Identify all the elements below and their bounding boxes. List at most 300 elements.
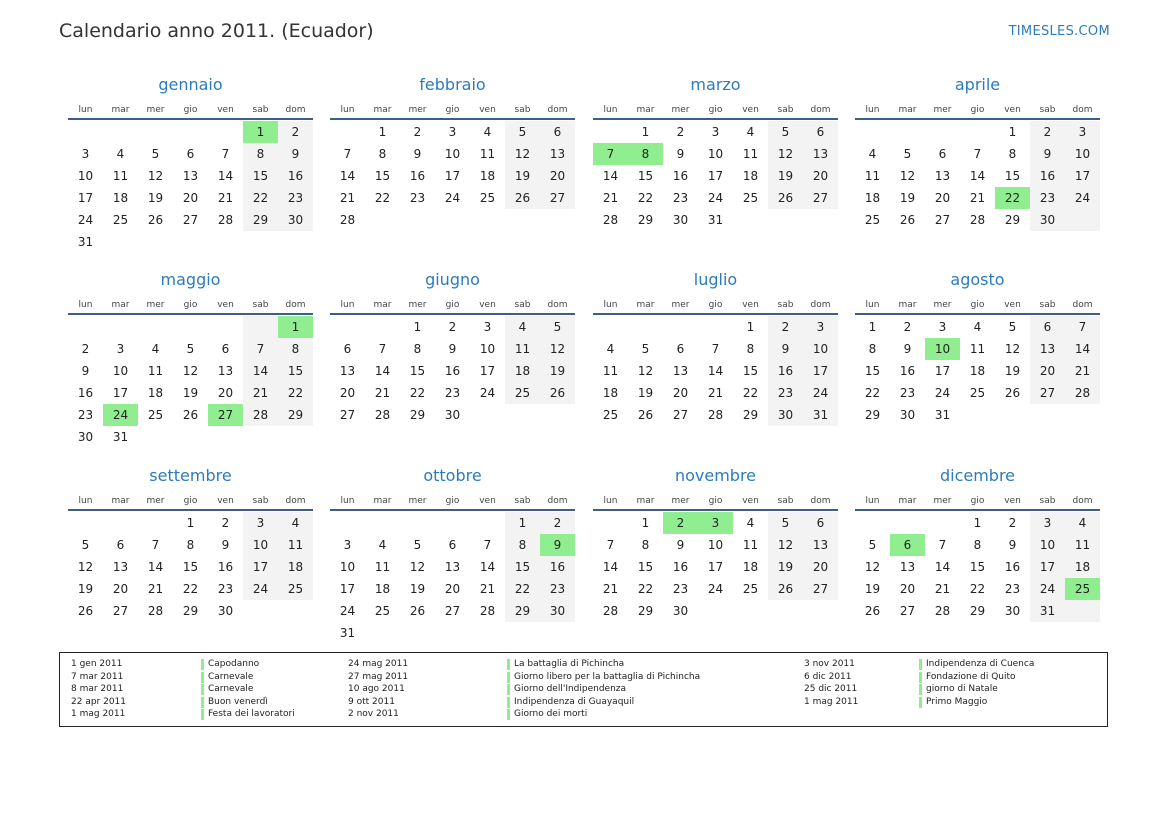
calendar-day: 2 <box>291 125 300 139</box>
calendar-day: 6 <box>816 125 825 139</box>
calendar-day: 4 <box>378 538 387 552</box>
holiday-day: 27 <box>208 404 243 426</box>
calendar-day: 21 <box>217 191 234 205</box>
legend-marker <box>201 684 204 695</box>
calendar-day: 26 <box>1004 386 1021 400</box>
calendar-day: 8 <box>973 538 982 552</box>
calendar-day: 5 <box>641 342 650 356</box>
calendar-day: 15 <box>1004 169 1021 183</box>
calendar-day: 15 <box>182 560 199 574</box>
weekday-header: ven <box>217 105 234 115</box>
weekday-header: mar <box>373 496 392 506</box>
header-rule <box>855 313 1100 315</box>
brand-link[interactable]: TIMESLES.COM <box>1008 24 1110 39</box>
calendar-day: 6 <box>343 342 352 356</box>
weekday-header: sab <box>252 105 269 115</box>
calendar-day: 14 <box>602 169 619 183</box>
calendar-day: 19 <box>147 191 164 205</box>
calendar-day: 20 <box>899 582 916 596</box>
calendar-day: 4 <box>116 147 125 161</box>
calendar-day: 27 <box>1039 386 1056 400</box>
calendar-day: 7 <box>151 538 160 552</box>
calendar-day: 28 <box>707 408 724 422</box>
calendar-day: 10 <box>707 147 724 161</box>
weekday-header: mer <box>408 105 427 115</box>
calendar-day: 13 <box>934 169 951 183</box>
weekday-header: mer <box>408 300 427 310</box>
calendar-day: 18 <box>287 560 304 574</box>
calendar-day: 10 <box>479 342 496 356</box>
calendar-day: 23 <box>899 386 916 400</box>
weekday-header: mer <box>146 300 165 310</box>
calendar-day: 6 <box>676 342 685 356</box>
calendar-day: 30 <box>549 604 566 618</box>
calendar-day: 24 <box>77 213 94 227</box>
page-title: Calendario anno 2011. (Ecuador) <box>59 20 374 42</box>
calendar-day: 28 <box>147 604 164 618</box>
calendar-day: 22 <box>374 191 391 205</box>
calendar-day: 26 <box>147 213 164 227</box>
calendar-day: 17 <box>707 169 724 183</box>
calendar-day: 11 <box>112 169 129 183</box>
calendar-day: 1 <box>746 320 755 334</box>
weekday-header: mer <box>933 105 952 115</box>
weekday-header: dom <box>285 300 306 310</box>
calendar-day: 16 <box>549 560 566 574</box>
calendar-day: 23 <box>672 582 689 596</box>
months-grid <box>68 75 1102 655</box>
calendar-day: 4 <box>606 342 615 356</box>
legend-holiday-name: Buon venerdì <box>208 696 268 707</box>
calendar-day: 6 <box>221 342 230 356</box>
calendar-day: 26 <box>182 408 199 422</box>
calendar-day: 8 <box>518 538 527 552</box>
weekday-header: mar <box>898 300 917 310</box>
calendar-day: 9 <box>1008 538 1017 552</box>
calendar-day: 30 <box>1004 604 1021 618</box>
calendar-day: 9 <box>1043 147 1052 161</box>
calendar-day: 16 <box>409 169 426 183</box>
month-title: dicembre <box>939 466 1016 485</box>
calendar-day: 23 <box>287 191 304 205</box>
calendar-day: 23 <box>409 191 426 205</box>
calendar-day: 3 <box>256 516 265 530</box>
calendar-day: 4 <box>746 516 755 530</box>
weekday-header: mer <box>408 496 427 506</box>
weekday-header: gio <box>445 496 460 506</box>
header-rule <box>593 118 838 120</box>
calendar-day: 8 <box>256 147 265 161</box>
calendar-day: 25 <box>147 408 164 422</box>
calendar-day: 7 <box>938 538 947 552</box>
calendar-day: 15 <box>637 560 654 574</box>
calendar-day: 6 <box>553 125 562 139</box>
calendar-day: 31 <box>339 626 356 640</box>
weekday-header: sab <box>514 496 531 506</box>
calendar-day: 17 <box>934 364 951 378</box>
calendar-day: 15 <box>374 169 391 183</box>
calendar-day: 1 <box>518 516 527 530</box>
holiday-day: 3 <box>698 512 733 534</box>
calendar-day: 4 <box>483 125 492 139</box>
calendar-day: 6 <box>116 538 125 552</box>
weekday-header: gio <box>708 105 723 115</box>
calendar-day: 3 <box>1043 516 1052 530</box>
legend-marker <box>201 659 204 670</box>
calendar-day: 2 <box>781 320 790 334</box>
calendar-day: 31 <box>1039 604 1056 618</box>
calendar-day: 18 <box>514 364 531 378</box>
calendar-day: 12 <box>777 147 794 161</box>
calendar-day: 16 <box>77 386 94 400</box>
calendar-day: 16 <box>287 169 304 183</box>
weekday-header: lun <box>865 105 880 115</box>
weekday-header: gio <box>970 300 985 310</box>
calendar-day: 5 <box>781 125 790 139</box>
calendar-day: 22 <box>182 582 199 596</box>
calendar-day: 19 <box>514 169 531 183</box>
calendar-day: 30 <box>217 604 234 618</box>
header-rule <box>593 509 838 511</box>
calendar-day: 14 <box>934 560 951 574</box>
calendar-day: 21 <box>707 386 724 400</box>
month-title: maggio <box>160 270 221 289</box>
weekday-header: dom <box>547 105 568 115</box>
legend-holiday-name: Carnevale <box>208 684 254 694</box>
legend-holiday-name: giorno di Natale <box>926 684 998 694</box>
calendar-day: 1 <box>973 516 982 530</box>
calendar-day: 22 <box>514 582 531 596</box>
calendar-day: 7 <box>483 538 492 552</box>
legend-holiday-name: Indipendenza di Guayaquil <box>514 696 635 707</box>
calendar-day: 6 <box>186 147 195 161</box>
weekday-header: sab <box>1039 105 1056 115</box>
calendar-day: 28 <box>969 213 986 227</box>
calendar-day: 20 <box>812 560 829 574</box>
weekday-header: ven <box>1004 496 1021 506</box>
calendar-day: 25 <box>287 582 304 596</box>
calendar-day: 19 <box>899 191 916 205</box>
calendar-day: 9 <box>221 538 230 552</box>
calendar-day: 16 <box>899 364 916 378</box>
calendar-day: 7 <box>378 342 387 356</box>
header-rule <box>330 509 575 511</box>
calendar-day: 21 <box>602 582 619 596</box>
calendar-day: 29 <box>287 408 304 422</box>
holiday-day: 22 <box>995 187 1030 209</box>
legend-marker <box>201 672 204 683</box>
calendar-day: 30 <box>899 408 916 422</box>
weekday-header: gio <box>183 496 198 506</box>
calendar-day: 18 <box>112 191 129 205</box>
calendar-day: 28 <box>602 604 619 618</box>
calendar-day: 31 <box>77 235 94 249</box>
calendar-day: 5 <box>81 538 90 552</box>
calendar-day: 14 <box>969 169 986 183</box>
calendar-day: 11 <box>147 364 164 378</box>
calendar-day: 24 <box>934 386 951 400</box>
month-title: giugno <box>425 270 480 289</box>
month-title: febbraio <box>419 75 486 94</box>
weekday-header: ven <box>742 496 759 506</box>
calendar-day: 24 <box>1039 582 1056 596</box>
calendar-day: 28 <box>479 604 496 618</box>
calendar-day: 18 <box>147 386 164 400</box>
legend-holiday-name: Giorno dei morti <box>514 709 588 719</box>
header-rule <box>855 509 1100 511</box>
calendar-day: 8 <box>641 538 650 552</box>
header-rule <box>855 118 1100 120</box>
weekday-header: ven <box>1004 300 1021 310</box>
calendar-day: 26 <box>899 213 916 227</box>
legend-date: 1 gen 2011 <box>71 659 123 669</box>
calendar-day: 26 <box>549 386 566 400</box>
calendar-day: 4 <box>746 125 755 139</box>
weekday-header: ven <box>479 105 496 115</box>
holiday-day: 25 <box>1065 578 1100 600</box>
calendar-day: 7 <box>256 342 265 356</box>
calendar-day: 9 <box>903 342 912 356</box>
weekday-header: lun <box>78 105 93 115</box>
calendar-day: 15 <box>742 364 759 378</box>
weekday-header: lun <box>340 105 355 115</box>
weekday-header: gio <box>183 300 198 310</box>
calendar-day: 15 <box>637 169 654 183</box>
legend-holiday-name: Giorno dell'Indipendenza <box>514 684 627 694</box>
calendar-day: 5 <box>413 538 422 552</box>
calendar-day: 2 <box>448 320 457 334</box>
calendar-day: 30 <box>287 213 304 227</box>
legend-marker <box>919 659 922 670</box>
weekday-header: dom <box>547 300 568 310</box>
legend-marker <box>507 672 510 683</box>
weekday-header: dom <box>1072 496 1093 506</box>
calendar-day: 20 <box>112 582 129 596</box>
calendar-day: 12 <box>409 560 426 574</box>
calendar-day: 20 <box>672 386 689 400</box>
calendar-day: 1 <box>186 516 195 530</box>
month-title: gennaio <box>158 75 223 94</box>
calendar-day: 25 <box>514 386 531 400</box>
calendar-day: 8 <box>186 538 195 552</box>
legend-date: 9 ott 2011 <box>348 696 395 707</box>
calendar-day: 20 <box>217 386 234 400</box>
calendar-day: 29 <box>409 408 426 422</box>
calendar-day: 10 <box>1039 538 1056 552</box>
calendar-day: 22 <box>637 582 654 596</box>
calendar-day: 27 <box>112 604 129 618</box>
weekday-header: dom <box>810 105 831 115</box>
weekday-header: lun <box>78 496 93 506</box>
legend-date: 22 apr 2011 <box>71 696 127 707</box>
weekday-header: gio <box>183 105 198 115</box>
calendar-day: 11 <box>864 169 881 183</box>
holiday-day: 1 <box>278 316 313 338</box>
weekday-header: sab <box>777 105 794 115</box>
weekday-header: ven <box>1004 105 1021 115</box>
legend-marker <box>919 697 922 708</box>
weekday-header: mar <box>111 105 130 115</box>
calendar-day: 14 <box>339 169 356 183</box>
calendar-day: 19 <box>777 560 794 574</box>
weekday-header: dom <box>810 496 831 506</box>
calendar-day: 13 <box>812 147 829 161</box>
calendar-day: 11 <box>1074 538 1091 552</box>
legend-marker <box>507 709 510 720</box>
calendar-day: 2 <box>676 125 685 139</box>
weekday-header: gio <box>970 105 985 115</box>
calendar-day: 3 <box>116 342 125 356</box>
weekday-header: ven <box>217 496 234 506</box>
legend-date: 3 nov 2011 <box>804 659 855 669</box>
calendar-day: 20 <box>339 386 356 400</box>
legend-date: 1 mag 2011 <box>71 709 126 719</box>
calendar-day: 5 <box>903 147 912 161</box>
calendar-day: 21 <box>934 582 951 596</box>
calendar-day: 21 <box>339 191 356 205</box>
weekday-header: mar <box>373 105 392 115</box>
holiday-day: 9 <box>540 534 575 556</box>
calendar-day: 17 <box>77 191 94 205</box>
calendar-day: 9 <box>291 147 300 161</box>
calendar-day: 26 <box>514 191 531 205</box>
legend-holiday-name: Indipendenza di Cuenca <box>926 659 1035 669</box>
legend-marker <box>919 672 922 683</box>
calendar-day: 15 <box>864 364 881 378</box>
calendar-day: 13 <box>812 538 829 552</box>
holiday-day: 7 <box>593 143 628 165</box>
weekday-header: mer <box>933 496 952 506</box>
calendar-day: 28 <box>934 604 951 618</box>
weekday-header: lun <box>603 300 618 310</box>
calendar-day: 2 <box>413 125 422 139</box>
calendar-day: 15 <box>287 364 304 378</box>
weekday-header: dom <box>285 105 306 115</box>
calendar-day: 19 <box>182 386 199 400</box>
calendar-day: 30 <box>77 430 94 444</box>
weekday-header: lun <box>340 496 355 506</box>
calendar-day: 14 <box>147 560 164 574</box>
calendar-day: 2 <box>1043 125 1052 139</box>
calendar-day: 29 <box>742 408 759 422</box>
weekday-header: mer <box>146 105 165 115</box>
calendar-day: 27 <box>182 213 199 227</box>
holiday-day: 1 <box>243 121 278 143</box>
calendar-day: 11 <box>374 560 391 574</box>
calendar-day: 11 <box>287 538 304 552</box>
calendar-day: 24 <box>252 582 269 596</box>
calendar-day: 20 <box>812 169 829 183</box>
calendar-day: 21 <box>602 191 619 205</box>
calendar-day: 10 <box>112 364 129 378</box>
calendar-day: 30 <box>1039 213 1056 227</box>
legend-holiday-name: Capodanno <box>208 659 260 669</box>
calendar-day: 29 <box>969 604 986 618</box>
calendar-day: 27 <box>934 213 951 227</box>
calendar-day: 17 <box>812 364 829 378</box>
calendar-day: 13 <box>1039 342 1056 356</box>
legend-date: 6 dic 2011 <box>804 671 852 682</box>
calendar-day: 12 <box>549 342 566 356</box>
calendar-day: 2 <box>553 516 562 530</box>
weekday-header: lun <box>603 496 618 506</box>
weekday-header: lun <box>865 496 880 506</box>
calendar-day: 30 <box>672 604 689 618</box>
calendar-day: 17 <box>444 169 461 183</box>
calendar-day: 2 <box>81 342 90 356</box>
calendar-day: 30 <box>444 408 461 422</box>
weekday-header: sab <box>1039 300 1056 310</box>
calendar-day: 26 <box>777 582 794 596</box>
holiday-day: 24 <box>103 404 138 426</box>
calendar-day: 26 <box>77 604 94 618</box>
calendar-day: 12 <box>182 364 199 378</box>
calendar-day: 24 <box>707 582 724 596</box>
calendar-day: 11 <box>742 147 759 161</box>
calendar-day: 5 <box>781 516 790 530</box>
calendar-day: 16 <box>444 364 461 378</box>
holiday-day: 8 <box>628 143 663 165</box>
legend-marker <box>201 709 204 720</box>
calendar-day: 21 <box>374 386 391 400</box>
calendar-day: 9 <box>781 342 790 356</box>
calendar-day: 13 <box>339 364 356 378</box>
weekday-header: gio <box>445 300 460 310</box>
month-title: settembre <box>149 466 232 485</box>
weekday-header: dom <box>547 496 568 506</box>
weekday-header: sab <box>252 300 269 310</box>
calendar-day: 19 <box>637 386 654 400</box>
calendar-day: 12 <box>777 538 794 552</box>
calendar-day: 31 <box>707 213 724 227</box>
calendar-day: 16 <box>672 169 689 183</box>
calendar-day: 24 <box>707 191 724 205</box>
calendar-day: 10 <box>1074 147 1091 161</box>
weekday-header: dom <box>1072 105 1093 115</box>
calendar-day: 27 <box>549 191 566 205</box>
calendar-day: 16 <box>777 364 794 378</box>
calendar-day: 19 <box>864 582 881 596</box>
header-rule <box>593 313 838 315</box>
calendar-day: 7 <box>343 147 352 161</box>
calendar-day: 25 <box>374 604 391 618</box>
calendar-day: 12 <box>637 364 654 378</box>
calendar-day: 22 <box>969 582 986 596</box>
calendar-day: 26 <box>777 191 794 205</box>
calendar-day: 31 <box>934 408 951 422</box>
calendar-day: 21 <box>147 582 164 596</box>
calendar-day: 12 <box>1004 342 1021 356</box>
calendar-day: 13 <box>444 560 461 574</box>
calendar-day: 13 <box>899 560 916 574</box>
calendar-day: 28 <box>374 408 391 422</box>
legend-date: 7 mar 2011 <box>71 671 124 682</box>
calendar-day: 4 <box>1078 516 1087 530</box>
calendar-day: 11 <box>969 342 986 356</box>
weekday-header: sab <box>777 496 794 506</box>
calendar-day: 11 <box>742 538 759 552</box>
calendar-day: 29 <box>252 213 269 227</box>
calendar-day: 28 <box>217 213 234 227</box>
weekday-header: mer <box>671 496 690 506</box>
legend-holiday-name: Primo Maggio <box>926 696 988 707</box>
calendar-day: 20 <box>1039 364 1056 378</box>
calendar-day: 14 <box>217 169 234 183</box>
weekday-header: mar <box>636 496 655 506</box>
weekday-header: gio <box>970 496 985 506</box>
weekday-header: mar <box>111 300 130 310</box>
month-title: novembre <box>674 466 757 485</box>
